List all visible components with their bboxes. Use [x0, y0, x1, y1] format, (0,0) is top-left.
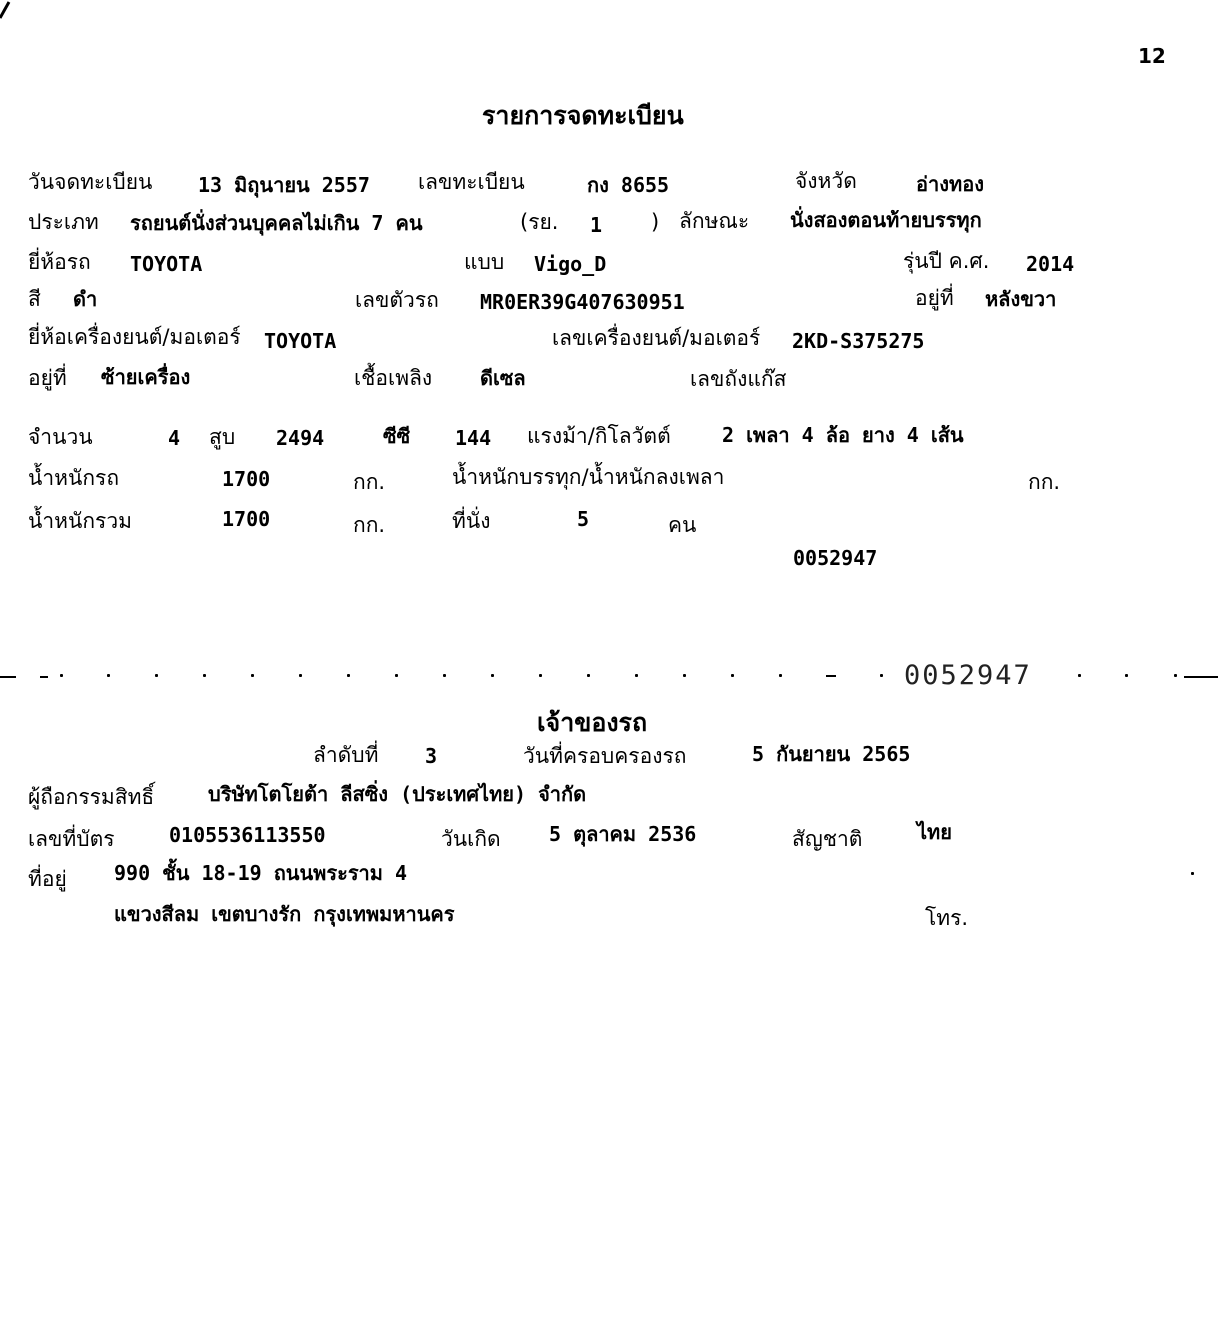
engine-brand-value: TOYOTA	[264, 329, 337, 353]
possession-date-value: 5 กันยายน 2565	[752, 742, 911, 766]
engine-number-value: 2KD-S375275	[792, 329, 925, 353]
weight-value: 1700	[222, 467, 271, 491]
birth-value: 5 ตุลาคม 2536	[549, 822, 697, 846]
id-label: เลขที่บัตร	[28, 827, 115, 851]
speck-mark	[1191, 872, 1194, 875]
weight-label: น้ำหนักรถ	[28, 466, 120, 490]
style-value: นั่งสองตอนท้ายบรรทุก	[790, 208, 982, 232]
total-weight-value: 1700	[222, 507, 271, 531]
chassis-location-value: หลังขวา	[985, 287, 1057, 311]
brand-label: ยี่ห้อรถ	[28, 250, 91, 274]
total-weight-label: น้ำหนักรวม	[28, 509, 132, 533]
count-label: จำนวน	[28, 425, 93, 449]
id-value: 0105536113550	[169, 823, 326, 847]
brand-value: TOYOTA	[130, 252, 203, 276]
hp-value: 144	[455, 426, 492, 450]
plate-value: กง 8655	[587, 173, 670, 197]
address-label: ที่อยู่	[28, 867, 67, 891]
model-value: Vigo_D	[534, 252, 607, 276]
fuel-label: เชื้อเพลิง	[354, 366, 433, 390]
type-code-close: )	[651, 210, 660, 234]
load-unit: กก.	[1028, 470, 1061, 494]
cylinder-label: สูบ	[209, 425, 236, 449]
total-weight-unit: กก.	[353, 513, 386, 537]
order-value: 3	[425, 744, 438, 768]
address-line-1: 990 ชั้น 18-19 ถนนพระราม 4	[114, 861, 408, 885]
province-label: จังหวัด	[795, 169, 857, 193]
reg-date-label: วันจดทะเบียน	[28, 170, 153, 194]
cc-value: 2494	[276, 426, 325, 450]
weight-unit: กก.	[353, 470, 386, 494]
seats-unit: คน	[668, 513, 697, 537]
reg-date-value: 13 มิถุนายน 2557	[198, 173, 370, 197]
owner-title: เจ้าของรถ	[537, 708, 648, 737]
engine-location-value: ซ้ายเครื่อง	[101, 365, 191, 389]
type-value: รถยนต์นั่งส่วนบุคคลไม่เกิน 7 คน	[130, 211, 423, 235]
separator-stamp-number: 0052947	[904, 660, 1032, 691]
holder-label: ผู้ถือกรรมสิทธิ์	[28, 785, 155, 809]
possession-date-label: วันที่ครอบครองรถ	[523, 744, 687, 768]
chassis-value: MR0ER39G407630951	[480, 290, 685, 314]
engine-brand-label: ยี่ห้อเครื่องยนต์/มอเตอร์	[28, 325, 241, 349]
engine-number-label: เลขเครื่องยนต์/มอเตอร์	[552, 326, 761, 350]
seats-value: 5	[577, 507, 590, 531]
gas-tank-label: เลขถังแก๊ส	[690, 367, 787, 391]
color-value: ดำ	[73, 287, 98, 311]
axles-wheels-value: 2 เพลา 4 ล้อ ยาง 4 เส้น	[722, 423, 964, 447]
year-value: 2014	[1026, 252, 1075, 276]
cc-label: ซีซี	[383, 424, 411, 448]
fuel-value: ดีเซล	[480, 366, 526, 390]
hp-label: แรงม้า/กิโลวัตต์	[527, 424, 671, 448]
nationality-value: ไทย	[917, 820, 952, 844]
cylinders-value: 4	[168, 426, 181, 450]
chassis-label: เลขตัวรถ	[355, 288, 439, 312]
document-number: 0052947	[793, 546, 878, 570]
nationality-label: สัญชาติ	[792, 827, 863, 851]
plate-label: เลขทะเบียน	[418, 170, 525, 194]
type-code-value: 1	[590, 213, 603, 237]
chassis-location-label: อยู่ที่	[915, 286, 954, 310]
load-label: น้ำหนักบรรทุก/น้ำหนักลงเพลา	[452, 465, 725, 489]
style-label: ลักษณะ	[679, 209, 750, 233]
address-line-2: แขวงสีลม เขตบางรัก กรุงเทพมหานคร	[114, 902, 455, 926]
engine-location-label: อยู่ที่	[28, 366, 67, 390]
province-value: อ่างทอง	[916, 172, 984, 196]
corner-mark-icon	[0, 0, 20, 20]
year-label: รุ่นปี ค.ศ.	[903, 249, 990, 273]
page-number: 12	[1138, 44, 1166, 68]
birth-label: วันเกิด	[441, 827, 501, 851]
type-code-open: (รย.	[520, 210, 559, 234]
color-label: สี	[28, 287, 41, 311]
order-label: ลำดับที่	[313, 743, 379, 767]
type-label: ประเภท	[28, 210, 99, 234]
registration-title: รายการจดทะเบียน	[482, 101, 684, 130]
seats-label: ที่นั่ง	[452, 509, 491, 533]
holder-value: บริษัทโตโยต้า ลีสซิ่ง (ประเทศไทย) จำกัด	[208, 782, 587, 806]
phone-label: โทร.	[925, 906, 969, 930]
model-label: แบบ	[464, 250, 505, 274]
